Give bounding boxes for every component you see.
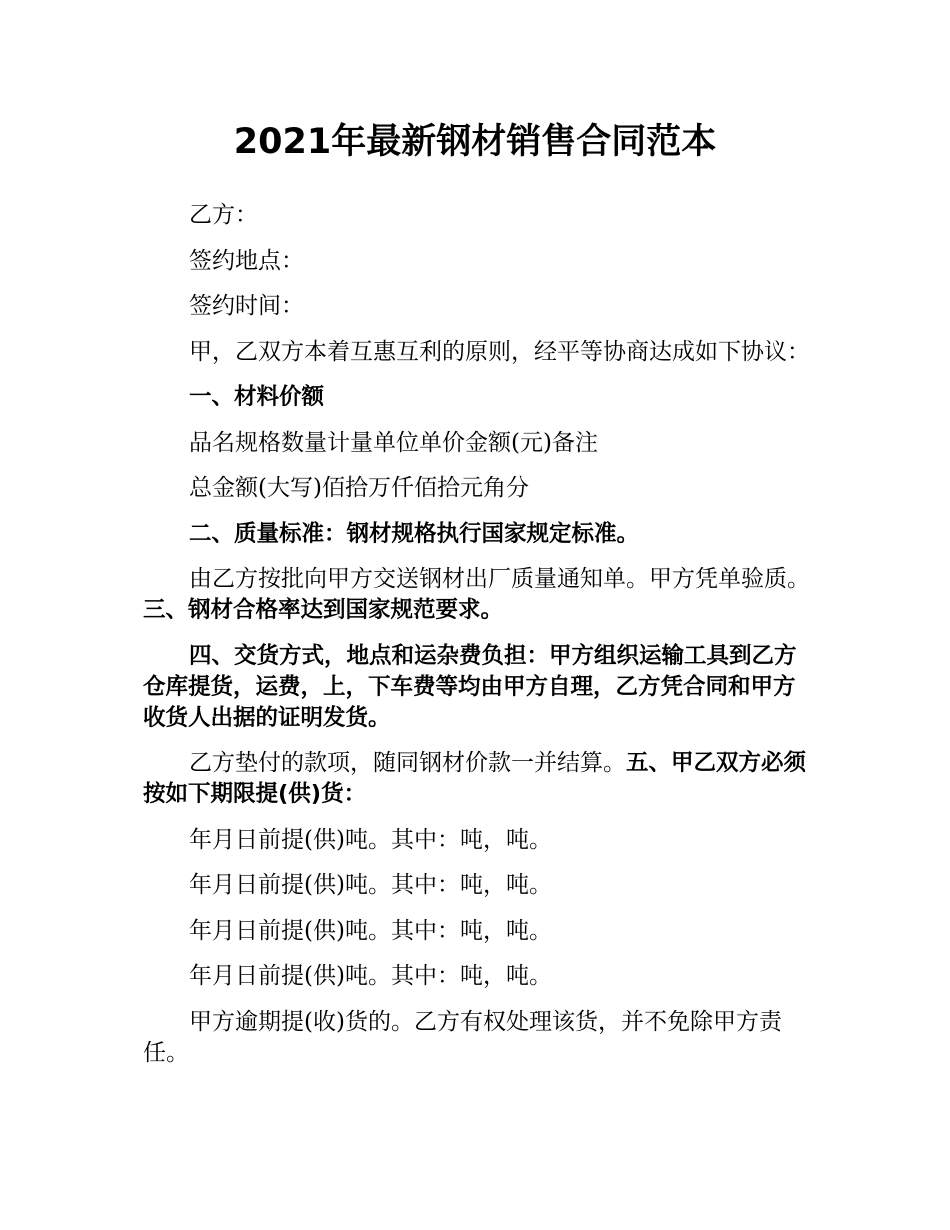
paragraph-total-amount: 总金额(大写)佰拾万仟佰拾元角分 xyxy=(189,475,529,501)
section-heading-schedule: 五、甲乙双方必须按如下期限提(供)货： xyxy=(143,750,807,807)
paragraph-advance-payment xyxy=(143,748,813,810)
paragraph-item-columns: 品名规格数量计量单位单价金额(元)备注 xyxy=(189,429,598,456)
schedule-line: 年月日前提(供)吨。其中：吨，吨。 xyxy=(189,963,552,989)
section-heading-delivery: 四、交货方式，地点和运杂费负担：甲方组织运输工具到乙方仓库提货，运费，上，下车费等均由甲方自理，乙方凭合同和甲方收货人出据的证明发货。 xyxy=(143,642,797,731)
paragraph-late-pickup: 甲方逾期提(收)货的。乙方有权处理该货，并不免除甲方责任。 xyxy=(143,1008,782,1066)
paragraph-agreement-intro: 甲，乙双方本着互惠互利的原则，经平等协商达成如下协议： xyxy=(189,338,810,365)
schedule-line: 年月日前提(供)吨。其中：吨，吨。 xyxy=(189,826,552,853)
document-title: 2021年最新钢材销售合同范本 xyxy=(233,122,717,162)
section-heading-quality: 二、质量标准：钢材规格执行国家规定标准。 xyxy=(189,520,640,547)
paragraph-quality-notice xyxy=(143,564,813,626)
schedule-line: 年月日前提(供)吨。其中：吨，吨。 xyxy=(189,917,552,944)
document-body xyxy=(143,200,813,1083)
quality-notice-text: 由乙方按批向甲方交送钢材出厂质量通知单。甲方凭单验质。 xyxy=(189,566,810,592)
paragraph-party-b: 乙方： xyxy=(189,202,258,228)
section-heading-pass-rate: 三、钢材合格率达到国家规范要求。 xyxy=(143,597,504,623)
schedule-line: 年月日前提(供)吨。其中：吨，吨。 xyxy=(189,872,552,898)
section-heading-material-price: 一、材料价额 xyxy=(189,384,325,410)
advance-payment-text: 乙方垫付的款项，随同钢材价款一并结算。 xyxy=(189,750,626,776)
paragraph-sign-place: 签约地点： xyxy=(189,247,304,274)
paragraph-sign-time: 签约时间： xyxy=(189,293,304,319)
